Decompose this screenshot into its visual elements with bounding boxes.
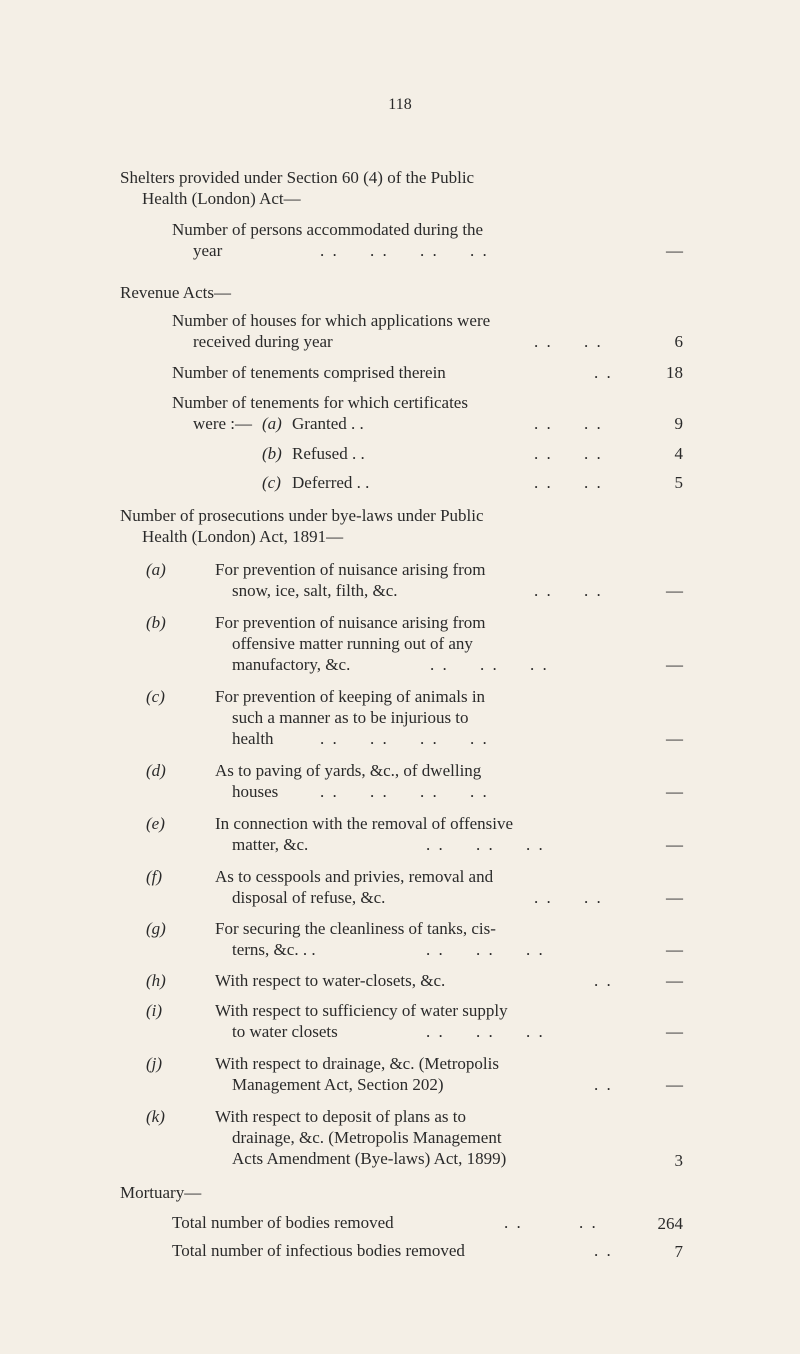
leader-dots: . . . . . . xyxy=(430,655,549,674)
leader-dots: . . . . xyxy=(534,581,603,600)
leader-dots: . . xyxy=(594,971,613,990)
prosecution-text: terns, &c. . . xyxy=(232,940,316,959)
leader-dots: . . xyxy=(594,1075,613,1094)
houses-applications-line-1: Number of houses for which applications were xyxy=(172,311,491,330)
certificates-prefix: were :— xyxy=(193,414,253,433)
infectious-bodies-value: 7 xyxy=(674,1242,683,1261)
leader-dots: . . . . xyxy=(534,473,603,492)
prosecution-label: (f) xyxy=(146,867,163,886)
leader-dots: . . . . xyxy=(534,332,603,351)
bodies-removed: Total number of bodies removed xyxy=(172,1213,394,1232)
mortuary-heading: Mortuary— xyxy=(120,1183,202,1202)
prosecution-label: (c) xyxy=(146,687,165,706)
prosecution-text: drainage, &c. (Metropolis Management xyxy=(232,1128,502,1147)
leader-dots: . . . . . . xyxy=(426,1022,545,1041)
persons-accommodated-line-1: Number of persons accommodated during the xyxy=(172,220,484,239)
cert-b-text: Refused . . xyxy=(292,444,365,463)
leader-dots: . . . . . . . . xyxy=(320,241,489,260)
prosecution-text: manufactory, &c. xyxy=(232,655,351,674)
cert-b-label: (b) xyxy=(262,444,282,463)
prosecution-label: (h) xyxy=(146,971,166,990)
cert-c-text: Deferred . . xyxy=(292,473,370,492)
prosecution-text: offensive matter running out of any xyxy=(232,634,473,653)
prosecution-text: houses xyxy=(232,782,279,801)
prosecution-text: As to paving of yards, &c., of dwelling xyxy=(215,761,482,780)
prosecution-text: For prevention of nuisance arising from xyxy=(215,613,486,632)
certificates-line-1: Number of tenements for which certificates xyxy=(172,393,468,412)
prosecution-text: With respect to drainage, &c. (Metropolis xyxy=(215,1054,499,1073)
prosecution-label: (j) xyxy=(146,1054,163,1073)
leader-dots: . . . . . . xyxy=(426,940,545,959)
prosecution-label: (i) xyxy=(146,1001,163,1020)
houses-applications-value: 6 xyxy=(674,332,683,351)
prosecution-text: Acts Amendment (Bye-laws) Act, 1899) xyxy=(232,1149,507,1168)
leader-dots: . . . . xyxy=(534,444,603,463)
persons-accommodated-line-2: year xyxy=(193,241,223,260)
leader-dots: . . . . . . xyxy=(426,835,545,854)
prosecution-text: In connection with the removal of offensive xyxy=(215,814,514,833)
revenue-acts-heading: Revenue Acts— xyxy=(120,283,231,302)
prosecutions-heading-line-2: Health (London) Act, 1891— xyxy=(142,527,344,546)
prosecution-text: matter, &c. xyxy=(232,835,309,854)
prosecution-text: With respect to deposit of plans as to xyxy=(215,1107,466,1126)
leader-dots: . . . . . . . . xyxy=(320,782,489,801)
infectious-bodies-removed: Total number of infectious bodies removed xyxy=(172,1241,465,1260)
page-number: 118 xyxy=(388,96,412,113)
prosecutions-heading-line-1: Number of prosecutions under bye-laws under Public xyxy=(120,506,484,525)
leader-dots: . . . . . . . . xyxy=(320,729,489,748)
prosecution-value: — xyxy=(666,940,683,959)
prosecution-label: (g) xyxy=(146,919,166,938)
prosecution-value: — xyxy=(666,888,683,907)
prosecution-text: to water closets xyxy=(232,1022,338,1041)
tenements-comprised-value: 18 xyxy=(666,363,683,382)
prosecution-text: For prevention of nuisance arising from xyxy=(215,560,486,579)
cert-a-label: (a) xyxy=(262,414,282,433)
persons-accommodated-value: — xyxy=(666,241,683,260)
prosecution-value: — xyxy=(666,1022,683,1041)
cert-a-value: 9 xyxy=(674,414,683,433)
prosecution-text: health xyxy=(232,729,274,748)
leader-dots: . . xyxy=(594,1241,613,1260)
bodies-removed-value: 264 xyxy=(657,1214,683,1233)
leader-dots: . . xyxy=(594,363,613,382)
prosecution-text: Management Act, Section 202) xyxy=(232,1075,444,1094)
houses-applications-line-2: received during year xyxy=(193,332,333,351)
prosecution-value: — xyxy=(666,1075,683,1094)
cert-c-label: (c) xyxy=(262,473,281,492)
prosecution-text: With respect to sufficiency of water supply xyxy=(215,1001,508,1020)
tenements-comprised: Number of tenements comprised therein xyxy=(172,363,446,382)
leader-dots: . . . . xyxy=(534,888,603,907)
prosecution-label: (b) xyxy=(146,613,166,632)
prosecution-label: (k) xyxy=(146,1107,165,1126)
leader-dots: . . . . xyxy=(534,414,603,433)
prosecution-text: As to cesspools and privies, removal and xyxy=(215,867,494,886)
cert-c-value: 5 xyxy=(674,473,683,492)
prosecution-label: (a) xyxy=(146,560,166,579)
prosecution-value: — xyxy=(666,729,683,748)
prosecution-label: (e) xyxy=(146,814,165,833)
prosecution-value: — xyxy=(666,655,683,674)
leader-dots: . . . . xyxy=(504,1213,598,1232)
prosecution-value: — xyxy=(666,971,683,990)
prosecution-text: With respect to water-closets, &c. xyxy=(215,971,446,990)
prosecution-text: such a manner as to be injurious to xyxy=(232,708,469,727)
cert-b-value: 4 xyxy=(674,444,683,463)
prosecution-text: disposal of refuse, &c. xyxy=(232,888,386,907)
prosecution-value: — xyxy=(666,581,683,600)
shelters-heading-line-2: Health (London) Act— xyxy=(142,189,301,208)
prosecution-value: 3 xyxy=(674,1151,683,1170)
prosecution-value: — xyxy=(666,835,683,854)
cert-a-text: Granted . . xyxy=(292,414,364,433)
prosecution-text: For prevention of keeping of animals in xyxy=(215,687,486,706)
prosecution-value: — xyxy=(666,782,683,801)
shelters-heading-line-1: Shelters provided under Section 60 (4) of the Public xyxy=(120,168,475,187)
prosecution-text: snow, ice, salt, filth, &c. xyxy=(232,581,398,600)
prosecution-text: For securing the cleanliness of tanks, cis- xyxy=(215,919,496,938)
prosecution-label: (d) xyxy=(146,761,166,780)
